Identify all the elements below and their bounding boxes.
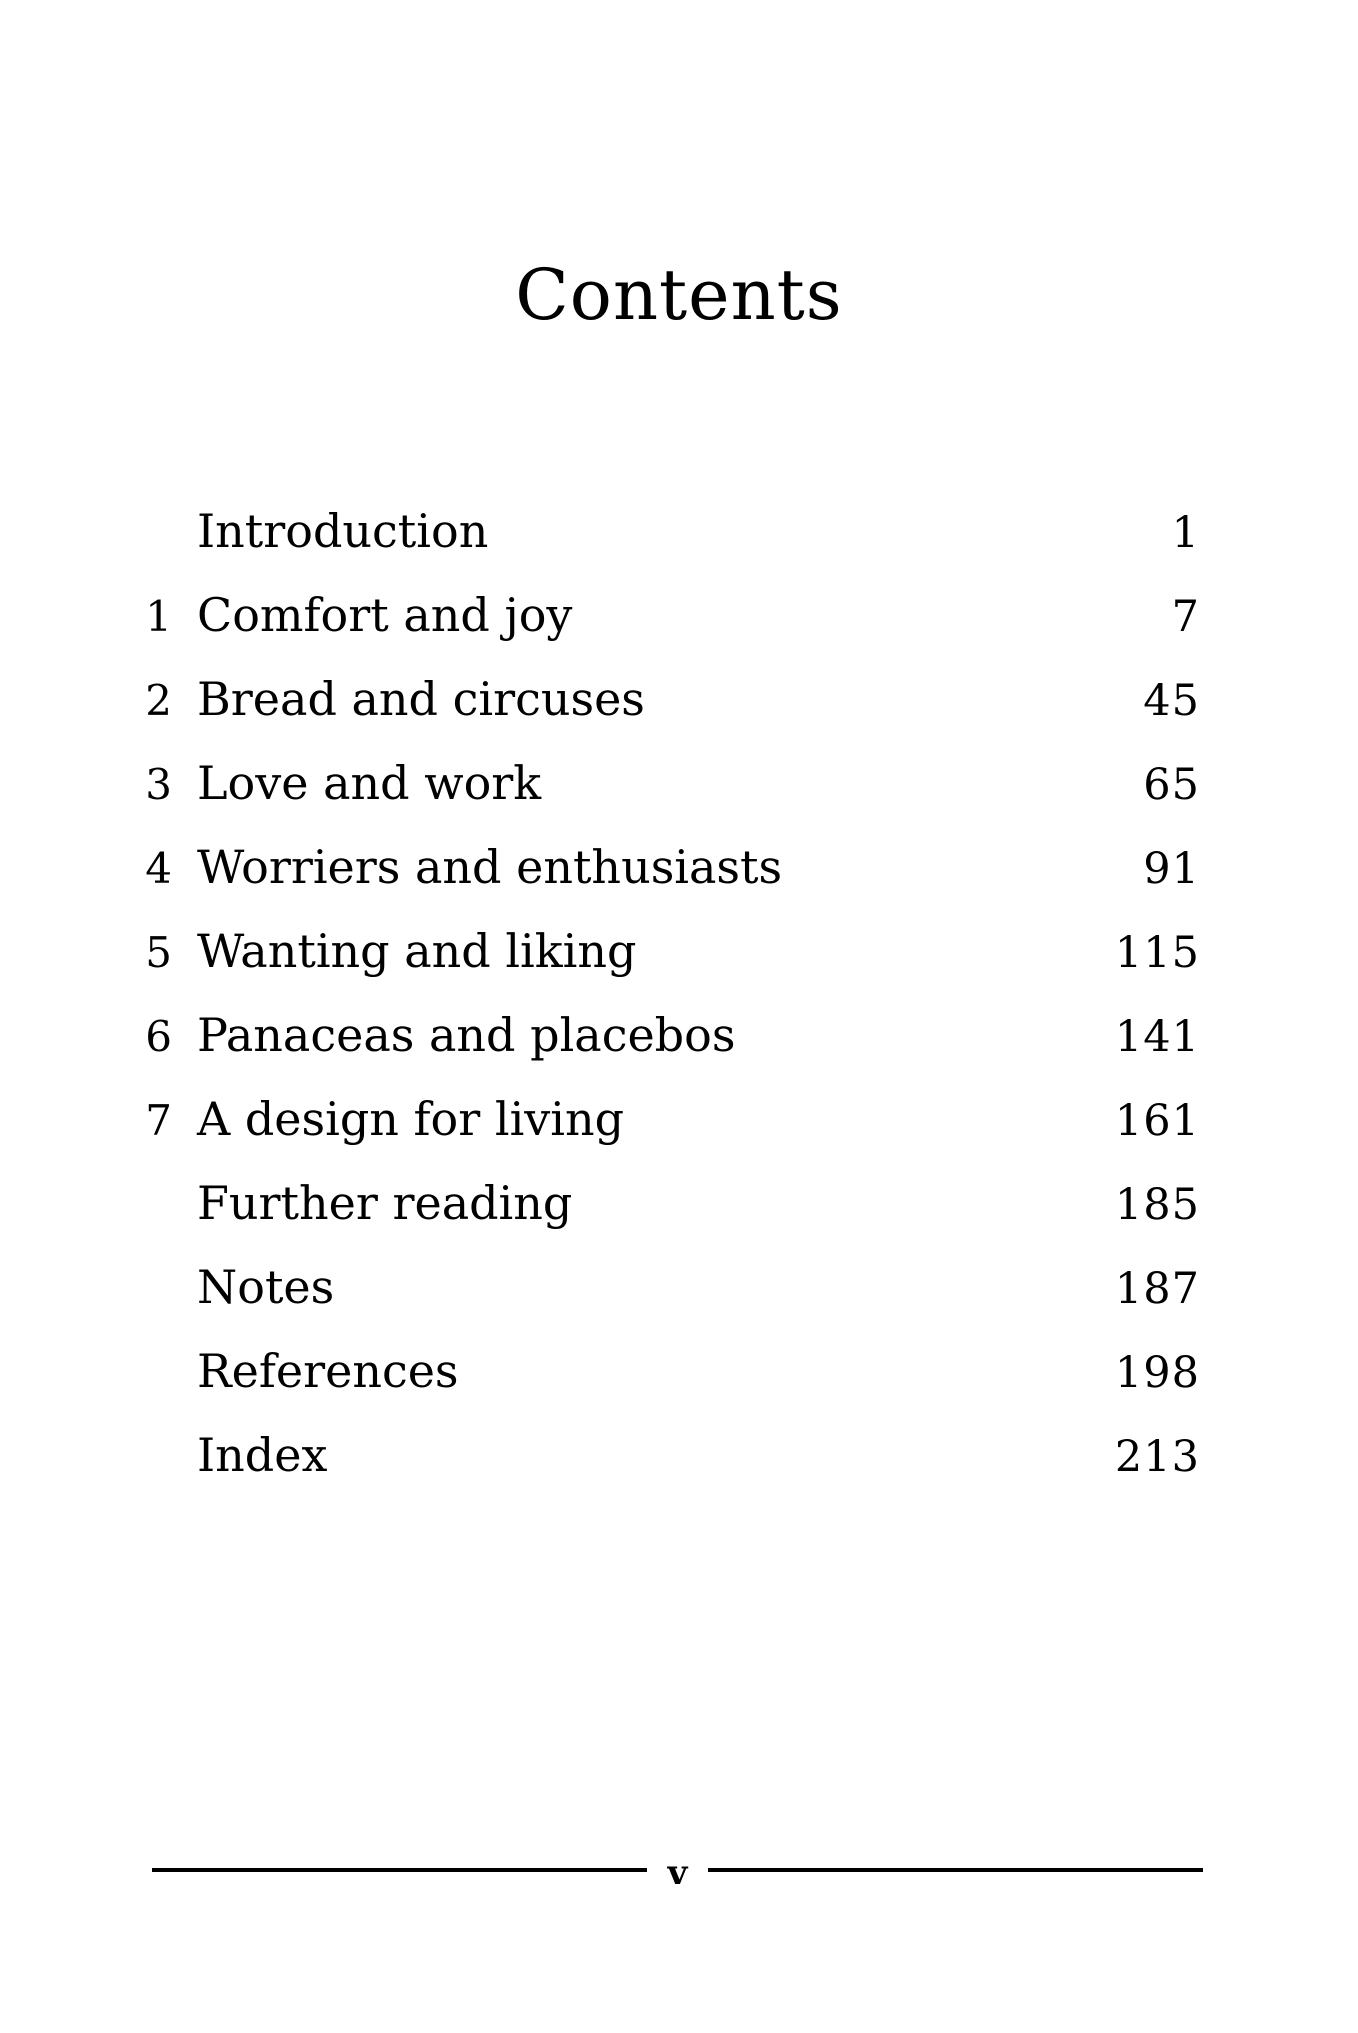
chapter-title: References — [197, 1344, 459, 1398]
page-number: 141 — [1114, 1012, 1200, 1062]
page-footer — [152, 1850, 1203, 1893]
page-number: 115 — [1114, 928, 1200, 978]
toc-entry — [140, 1413, 1200, 1497]
page-number: 7 — [1171, 592, 1200, 642]
chapter-number: 3 — [145, 760, 172, 809]
chapter-title: Wanting and liking — [197, 924, 637, 978]
toc-entry — [140, 993, 1200, 1077]
toc-entry — [140, 657, 1200, 741]
toc-entry — [140, 825, 1200, 909]
chapter-title: Further reading — [197, 1176, 573, 1230]
chapter-title: Worriers and enthusiasts — [197, 840, 783, 894]
page-number: 185 — [1114, 1180, 1200, 1230]
chapter-title: Comfort and joy — [197, 588, 573, 642]
footer-rule-right — [708, 1868, 1203, 1872]
page-number: 91 — [1143, 844, 1200, 894]
chapter-title: A design for living — [197, 1092, 625, 1146]
chapter-number: 2 — [145, 676, 172, 725]
folio-page-number: v — [667, 1853, 688, 1893]
toc-entry — [140, 1077, 1200, 1161]
toc-entry — [140, 909, 1200, 993]
toc-list — [140, 489, 1200, 1497]
chapter-number: 5 — [145, 928, 172, 977]
page-number: 213 — [1114, 1432, 1200, 1482]
chapter-title: Love and work — [197, 756, 542, 810]
page-number: 198 — [1114, 1348, 1200, 1398]
chapter-number: 4 — [145, 844, 172, 893]
chapter-title: Introduction — [197, 504, 489, 558]
chapter-title: Index — [197, 1428, 328, 1482]
toc-entry — [140, 489, 1200, 573]
page-title: Contents — [515, 254, 843, 336]
toc-entry — [140, 573, 1200, 657]
toc-entry — [140, 1245, 1200, 1329]
page-number: 1 — [1171, 508, 1200, 558]
chapter-number: 6 — [145, 1012, 172, 1061]
page-number: 45 — [1143, 676, 1200, 726]
chapter-number: 1 — [145, 592, 172, 641]
toc-entry — [140, 1161, 1200, 1245]
page-number: 65 — [1143, 760, 1200, 810]
chapter-number: 7 — [145, 1096, 172, 1145]
chapter-title: Panaceas and placebos — [197, 1008, 736, 1062]
toc-entry — [140, 1329, 1200, 1413]
chapter-title: Bread and circuses — [197, 672, 645, 726]
page-number: 187 — [1114, 1264, 1200, 1314]
chapter-title: Notes — [197, 1260, 335, 1314]
toc-entry — [140, 741, 1200, 825]
page-number: 161 — [1114, 1096, 1200, 1146]
footer-rule-left — [152, 1868, 647, 1872]
